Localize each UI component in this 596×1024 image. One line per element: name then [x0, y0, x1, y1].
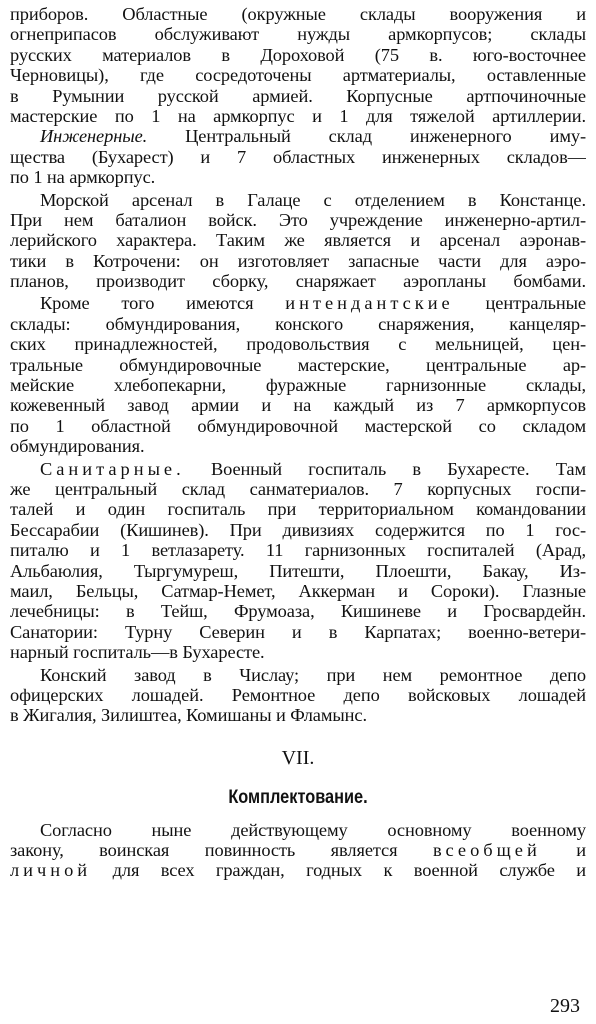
- paragraph-recruitment: [10, 820, 586, 881]
- body-text: [10, 4, 586, 881]
- text-line: кожевенный завод армии и на каждый из 7 армкорпусов: [10, 395, 586, 416]
- text-line: русских материалов в Дороховой (75 в. юго-восточнее: [10, 44, 586, 65]
- section-title: Комплектование.: [228, 786, 368, 808]
- text-line: [10, 840, 586, 860]
- text-line: офицерских лошадей. Ремонтное депо войсковых лошадей: [10, 684, 586, 705]
- text-line: [10, 860, 586, 880]
- paragraph-naval-arsenal: [10, 190, 586, 292]
- spaced-term: личной: [10, 860, 92, 881]
- text-line: лерийского характера. Таким же является и арсенал аэронав-: [10, 230, 586, 251]
- text-line: Конский завод в Числау; при нем ремонтное депо: [40, 664, 586, 685]
- text-line: приборов. Областные (окружные склады вооружения и: [10, 4, 586, 24]
- text-line: Санатории: Турну Северин и в Карпатах; военно-ветери-: [10, 621, 586, 642]
- text-line: [10, 293, 586, 313]
- text-line: в Румынии русской армией. Корпусные артпочиночные: [10, 85, 586, 106]
- text-line: огнеприпасов обслуживают нужды армкорпусов; склады: [10, 24, 586, 45]
- text-span: и: [540, 840, 586, 861]
- text-line: Альбаюлия, Тыргумуреш, Питешти, Плоешти, Бакау, Из-: [10, 560, 586, 581]
- text-line: маил, Бельцы, Сатмар-Немет, Аккерман и Сороки). Глазные: [10, 580, 586, 601]
- text-line: Морской арсенал в Галаце с отделением в Констанце.: [40, 189, 586, 210]
- paragraph-quartermaster: [10, 293, 586, 456]
- text-line: талей и один госпиталь при территориальном командовании: [10, 499, 586, 520]
- spaced-term: интендантские: [285, 293, 454, 314]
- text-line: тральные обмундировочные мастерские, центральные ар-: [10, 354, 586, 375]
- spaced-term: всеобщей: [432, 840, 541, 861]
- text-line: по 1 областной обмундировочной мастерской со складом: [10, 415, 586, 436]
- text-line: мейские хлебопекарни, фуражные гарнизонные склады,: [10, 375, 586, 396]
- paragraph-artillery-depots: [10, 4, 586, 126]
- text-line: ских принадлежностей, продовольствия с мельницей, цен-: [10, 334, 586, 355]
- text-line: Черновицы), где сосредоточены артматериалы, оставленные: [10, 65, 586, 86]
- text-span: центральные: [453, 293, 586, 314]
- text-line: лечебницы: в Тейш, Фрумоаза, Кишиневе и Гросвардейн.: [10, 601, 586, 622]
- text-line: нарный госпиталь—в Бухаресте.: [10, 642, 265, 663]
- page-number: 293: [550, 995, 580, 1017]
- text-line: Бессарабии (Кишинев). При дивизиях содержится по 1 гос-: [10, 519, 586, 540]
- spaced-term: Санитарные.: [40, 458, 185, 479]
- text-span: Военный госпиталь в Бухаресте. Там: [184, 458, 586, 479]
- text-line: склады: обмундирования, конского снаряжения, канцеляр-: [10, 313, 586, 334]
- text-line: [10, 126, 586, 146]
- text-line: в Жигалия, Зилиштеа, Комишаны и Фламынс.: [10, 705, 367, 726]
- text-line: питалю и 1 ветлазарету. 11 гарнизонных госпиталей (Арад,: [10, 540, 586, 561]
- paragraph-engineering: [10, 126, 586, 187]
- text-line: по 1 на армкорпус.: [10, 167, 156, 188]
- text-line: же центральный склад санматериалов. 7 корпусных госпи-: [10, 478, 586, 499]
- text-line: [10, 459, 586, 479]
- text-line: обмундирования.: [10, 436, 145, 457]
- paragraph-medical: [10, 459, 586, 663]
- text-line: Согласно ныне действующему основному военному: [40, 819, 586, 840]
- text-line: мастерские по 1 на армкорпус и 1 для тяжелой артиллерии.: [10, 105, 586, 126]
- text-span: для всех граждан, годных к военной службе и: [91, 860, 586, 881]
- text-span: закону, воинская повинность является: [10, 840, 398, 861]
- text-span: Центральный склад инженерного иму-: [147, 126, 586, 147]
- paragraph-horse-farm: [10, 665, 586, 726]
- text-span: Кроме того имеются: [40, 293, 286, 314]
- section-number: VII.: [281, 746, 315, 769]
- text-line: При нем баталион войск. Это учреждение инженерно-артил-: [10, 209, 586, 230]
- text-line: тики в Котрочени: он изготовляет запасные части для аэро-: [10, 250, 586, 271]
- text-line: планов, производит сборку, снаряжает аэропланы бомбами.: [10, 271, 586, 292]
- text-line: щества (Бухарест) и 7 областных инженерных складов—: [10, 146, 586, 167]
- section-lead-italic: Инженерные.: [40, 126, 148, 147]
